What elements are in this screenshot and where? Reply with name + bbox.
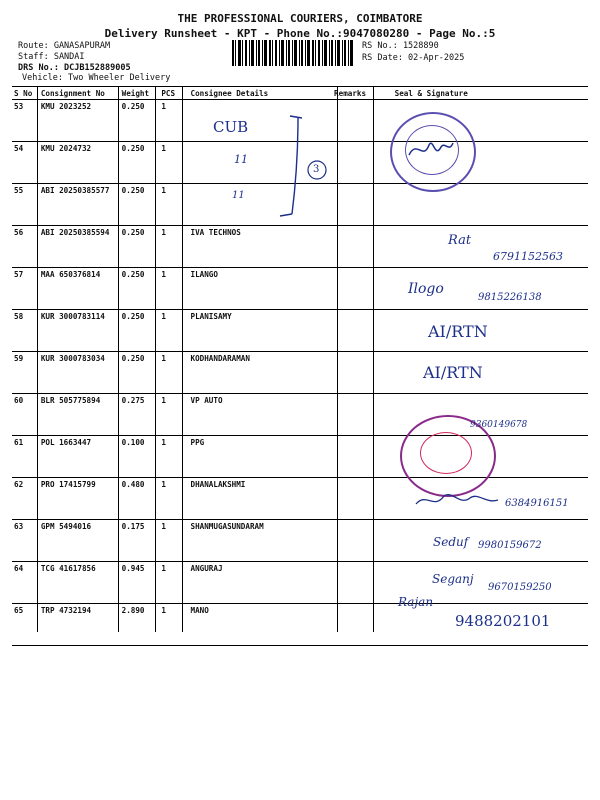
handwritten-phone: 9670159250 xyxy=(488,582,552,593)
cell-consignee: PPG xyxy=(189,436,333,478)
cell-sno: 61 xyxy=(12,436,39,478)
cell-consignment: MAA 650376814 xyxy=(39,268,120,310)
cell-consignee: VP AUTO xyxy=(189,394,333,436)
cell-sno: 55 xyxy=(12,184,39,226)
cell-pcs: 1 xyxy=(159,394,188,436)
drs-label: DRS No.: DCJB152889005 xyxy=(18,63,131,73)
cell-sno: 63 xyxy=(12,520,39,562)
cell-consignment: KMU 2023252 xyxy=(39,100,120,142)
col-weight: Weight xyxy=(120,87,160,100)
cell-weight: 0.100 xyxy=(120,436,160,478)
cell-weight: 0.250 xyxy=(120,226,160,268)
cell-weight: 0.250 xyxy=(120,184,160,226)
cell-pcs: 1 xyxy=(159,226,188,268)
cell-pcs: 1 xyxy=(159,310,188,352)
cell-sno: 62 xyxy=(12,478,39,520)
cell-weight: 0.250 xyxy=(120,268,160,310)
cell-pcs: 1 xyxy=(159,268,188,310)
signature-icon xyxy=(405,135,457,165)
cell-sno: 58 xyxy=(12,310,39,352)
staff-label: Staff: SANDAI xyxy=(18,52,85,62)
cell-consignee: IVA TECHNOS xyxy=(189,226,333,268)
cell-pcs: 1 xyxy=(159,562,188,604)
cell-pcs: 1 xyxy=(159,520,188,562)
vehicle-label: Vehicle: Two Wheeler Delivery xyxy=(22,73,171,83)
runsheet-title: Delivery Runsheet - KPT - Phone No.:9047080280 - Page No.:5 xyxy=(104,27,496,40)
cell-weight: 0.250 xyxy=(120,310,160,352)
col-divider xyxy=(373,86,374,632)
col-pcs: PCS xyxy=(159,87,188,100)
cell-sno: 65 xyxy=(12,604,39,646)
cell-sno: 60 xyxy=(12,394,39,436)
handwritten-signature: Ilogo xyxy=(408,281,444,297)
cell-consignment: KUR 3000783114 xyxy=(39,310,120,352)
cell-consignee: ANGURAJ xyxy=(189,562,333,604)
cell-consignment: KUR 3000783034 xyxy=(39,352,120,394)
cell-sno: 59 xyxy=(12,352,39,394)
barcode-icon xyxy=(232,40,354,66)
rs-number: RS No.: 1528890 xyxy=(362,41,439,51)
cell-consignment: KMU 2024732 xyxy=(39,142,120,184)
cell-weight: 0.250 xyxy=(120,352,160,394)
cell-consignee: SHANMUGASUNDARAM xyxy=(189,520,333,562)
handwritten-phone: 6791152563 xyxy=(493,250,563,263)
cell-seal xyxy=(371,184,588,226)
company-title: THE PROFESSIONAL COURIERS, COIMBATORE xyxy=(177,12,423,25)
col-divider xyxy=(155,86,156,632)
table-row xyxy=(12,268,588,310)
signature-icon xyxy=(412,486,502,514)
table-row xyxy=(12,436,588,478)
cell-consignee: KODHANDARAMAN xyxy=(189,352,333,394)
handwritten-signature: Rat xyxy=(448,233,472,248)
handwritten-signature: Seganj xyxy=(432,572,474,586)
handwritten-phone: 9488202101 xyxy=(455,612,551,630)
handwritten-remark: AI/RTN xyxy=(423,363,483,382)
cell-consignment: GPM 5494016 xyxy=(39,520,120,562)
col-divider xyxy=(118,86,119,632)
cell-weight: 2.890 xyxy=(120,604,160,646)
table-row xyxy=(12,310,588,352)
cell-weight: 0.945 xyxy=(120,562,160,604)
table-row xyxy=(12,352,588,394)
handwritten-ditto: 11 xyxy=(234,153,248,166)
handwritten-signature: Rajan xyxy=(398,595,434,609)
cell-consignment: ABI 20250385594 xyxy=(39,226,120,268)
route-label: Route: GANASAPURAM xyxy=(18,41,111,51)
cell-sno: 64 xyxy=(12,562,39,604)
cell-pcs: 1 xyxy=(159,436,188,478)
handwritten-signature: Seduf xyxy=(433,535,469,549)
institute-stamp-inner-icon xyxy=(420,432,472,474)
col-consignment: Consignment No xyxy=(39,87,120,100)
handwritten-remark: AI/RTN xyxy=(428,322,488,341)
col-divider xyxy=(337,86,338,632)
cell-weight: 0.480 xyxy=(120,478,160,520)
cell-weight: 0.175 xyxy=(120,520,160,562)
cell-consignee: PLANISAMY xyxy=(189,310,333,352)
col-sno: S No xyxy=(12,87,39,100)
col-seal: Seal & Signature xyxy=(371,87,588,100)
cell-consignment: TCG 41617856 xyxy=(39,562,120,604)
cell-seal xyxy=(371,268,588,310)
cell-sno: 56 xyxy=(12,226,39,268)
handwritten-phone: 9815226138 xyxy=(478,292,542,303)
cell-pcs: 1 xyxy=(159,142,188,184)
cell-consignee: DHANALAKSHMI xyxy=(189,478,333,520)
handwritten-cub: CUB xyxy=(213,118,249,136)
cell-consignment: TRP 4732194 xyxy=(39,604,120,646)
handwritten-circled-3: 3 xyxy=(313,164,320,175)
handwritten-phone: 9980159672 xyxy=(478,540,542,551)
cell-sno: 57 xyxy=(12,268,39,310)
cell-weight: 0.275 xyxy=(120,394,160,436)
col-divider xyxy=(37,86,38,632)
rs-date: RS Date: 02-Apr-2025 xyxy=(362,53,465,63)
table-header-row xyxy=(12,87,588,100)
cell-pcs: 1 xyxy=(159,604,188,646)
cell-consignee: MANO xyxy=(189,604,333,646)
cell-sno: 54 xyxy=(12,142,39,184)
cell-consignment: POL 1663447 xyxy=(39,436,120,478)
cell-sno: 53 xyxy=(12,100,39,142)
cell-pcs: 1 xyxy=(159,184,188,226)
cell-weight: 0.250 xyxy=(120,142,160,184)
col-divider xyxy=(182,86,183,632)
cell-pcs: 1 xyxy=(159,352,188,394)
handwritten-phone: 6384916151 xyxy=(505,498,569,509)
col-remarks: Remarks xyxy=(332,87,371,100)
cell-consignment: BLR 505775894 xyxy=(39,394,120,436)
cell-consignee: ILANGO xyxy=(189,268,333,310)
cell-pcs: 1 xyxy=(159,100,188,142)
handwritten-bracket-icon xyxy=(262,112,332,222)
cell-pcs: 1 xyxy=(159,478,188,520)
handwritten-phone: 9360149678 xyxy=(470,420,528,430)
handwritten-ditto: 11 xyxy=(232,190,245,201)
cell-consignment: PRO 17415799 xyxy=(39,478,120,520)
cell-weight: 0.250 xyxy=(120,100,160,142)
col-consignee: Consignee Details xyxy=(189,87,333,100)
cell-consignment: ABI 20250385577 xyxy=(39,184,120,226)
